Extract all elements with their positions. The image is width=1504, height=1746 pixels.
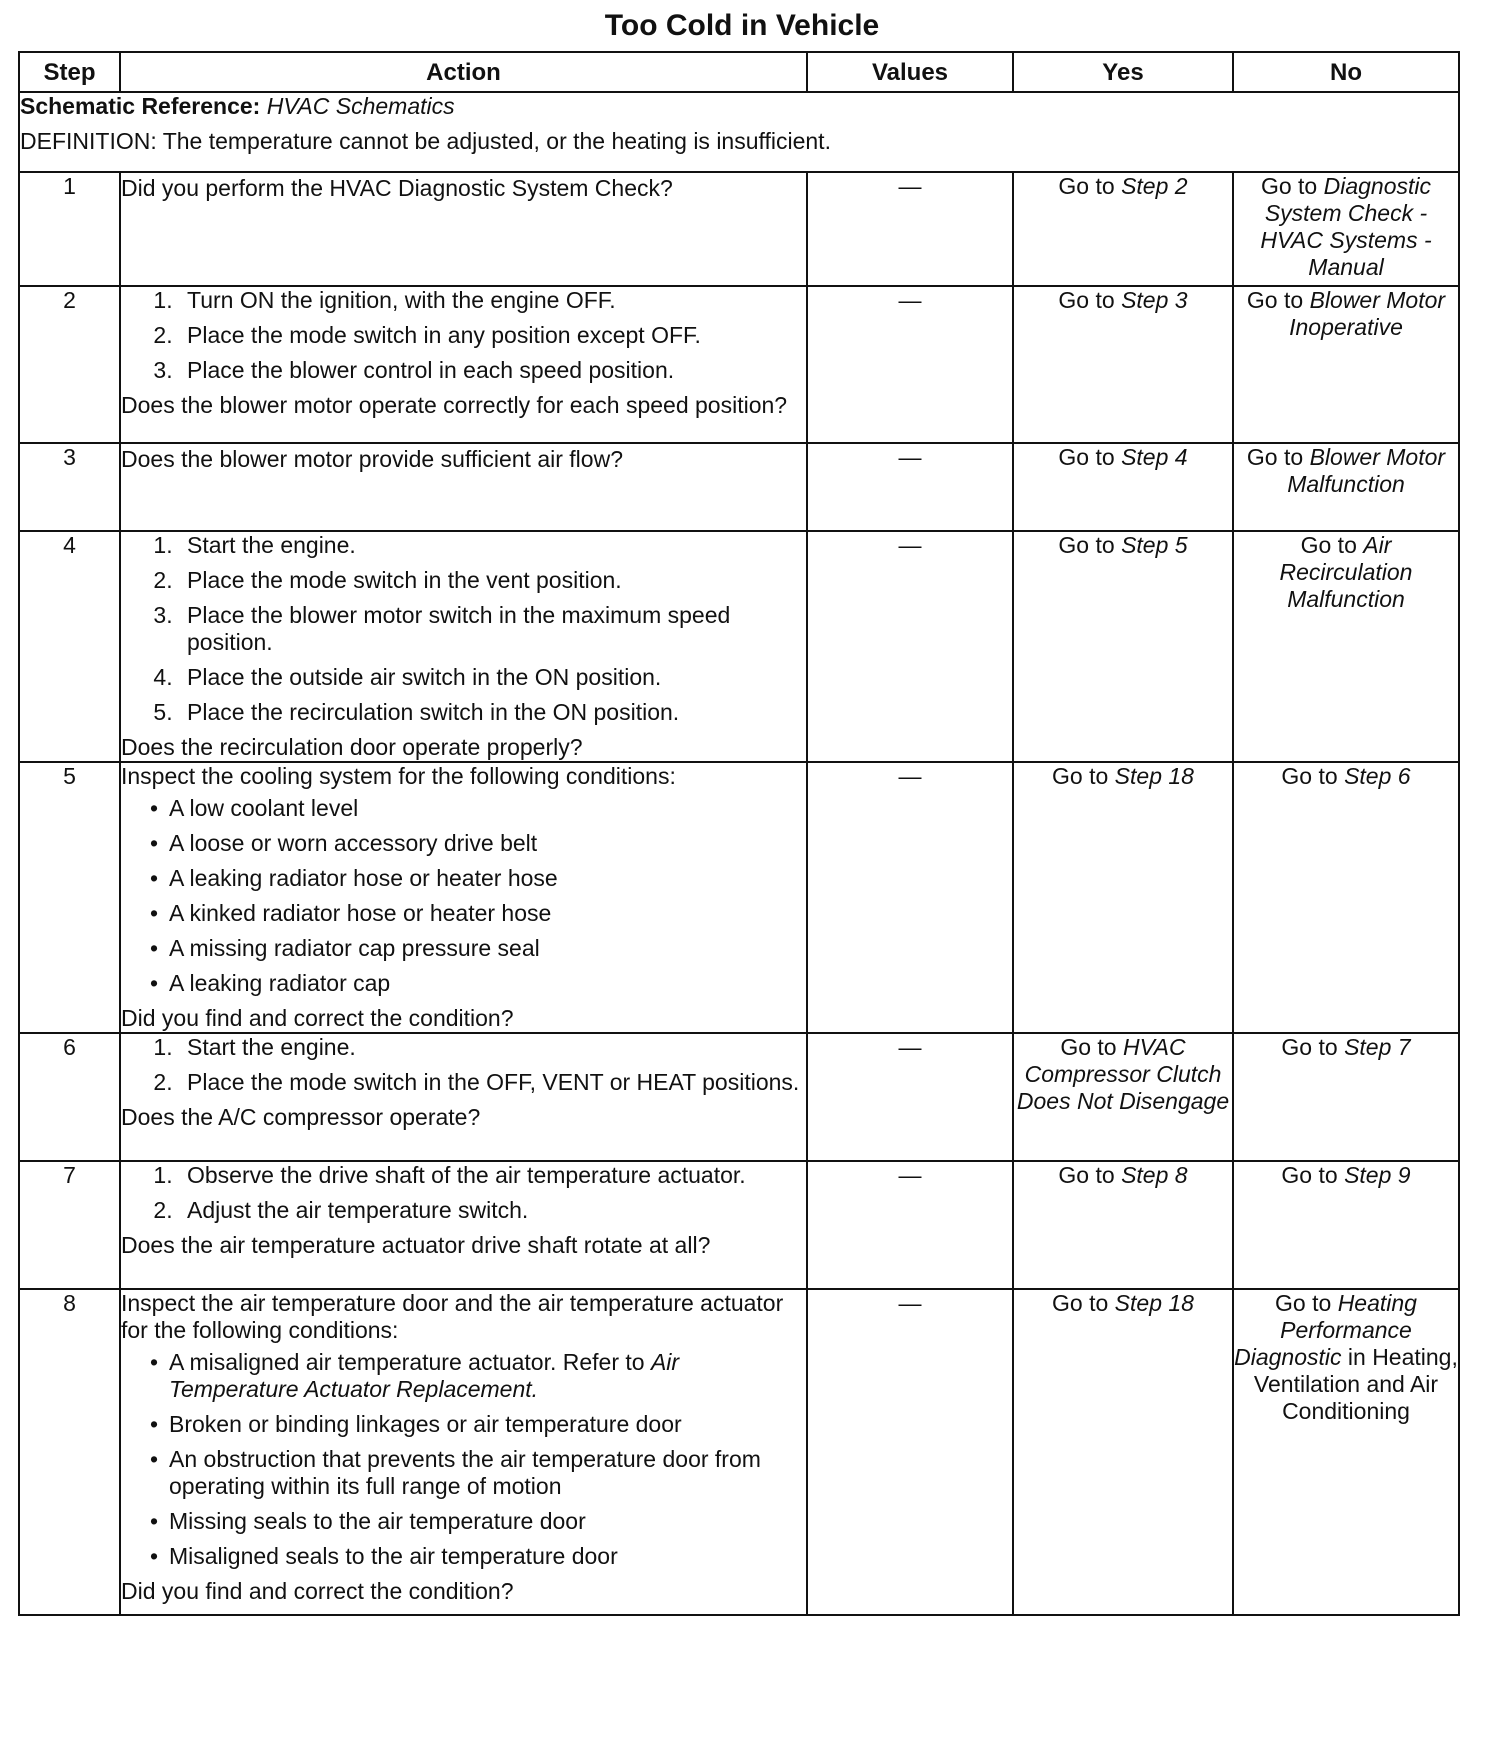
action-step: 5. Place the recirculation switch in the ON position. <box>179 699 806 726</box>
table-row <box>19 531 1459 762</box>
no-cell[interactable] <box>1233 1161 1459 1289</box>
intro-cell <box>19 92 1459 172</box>
question-text: Did you perform the HVAC Diagnostic System Check? <box>121 175 673 201</box>
action-step: 2. Place the mode switch in the OFF, VENT or HEAT positions. <box>179 1069 806 1096</box>
table-row <box>19 1289 1459 1615</box>
values-cell: — <box>807 1289 1013 1615</box>
action-cell <box>120 443 807 531</box>
table-header-row <box>19 52 1459 92</box>
yes-cell[interactable] <box>1013 531 1233 762</box>
values-cell: — <box>807 1161 1013 1289</box>
values-cell: — <box>807 286 1013 443</box>
action-cell <box>120 531 807 762</box>
step-number: 6 <box>19 1033 120 1161</box>
bullet-text: A misaligned air temperature actuator. Refer to <box>169 1349 645 1375</box>
no-cell[interactable] <box>1233 286 1459 443</box>
table-row <box>19 762 1459 1033</box>
list-item: • An obstruction that prevents the air temperature door from operating within its full range of motion <box>169 1446 806 1500</box>
page-title: Too Cold in Vehicle <box>604 9 880 42</box>
question-text: Does the recirculation door operate properly? <box>121 734 583 760</box>
yes-cell[interactable] <box>1013 172 1233 286</box>
goto-prefix: Go to <box>1058 532 1115 558</box>
list-item: • Misaligned seals to the air temperature door <box>169 1543 806 1570</box>
list-item: • Broken or binding linkages or air temperature door <box>169 1411 806 1438</box>
list-item: • A low coolant level <box>169 795 806 822</box>
table-row <box>19 1033 1459 1161</box>
goto-prefix: Go to <box>1246 287 1304 313</box>
action-cell <box>120 172 807 286</box>
goto-prefix: Go to <box>1058 173 1115 199</box>
conditions-list <box>121 795 806 997</box>
header-no: No <box>1233 52 1459 92</box>
yes-cell[interactable] <box>1013 1289 1233 1615</box>
list-item: • A missing radiator cap pressure seal <box>169 935 806 962</box>
schematic-label: Schematic Reference: <box>20 93 261 119</box>
action-cell <box>120 286 807 443</box>
header-values: Values <box>807 52 1013 92</box>
no-cell[interactable] <box>1233 443 1459 531</box>
action-step: 2. Adjust the air temperature switch. <box>179 1197 806 1224</box>
table-row <box>19 1161 1459 1289</box>
table-row <box>19 286 1459 443</box>
goto-target-link[interactable]: Heating Performance Diagnostic <box>1234 1290 1417 1370</box>
lead-text: Inspect the cooling system for the following conditions: <box>121 763 676 789</box>
intro-row <box>19 92 1459 172</box>
list-item: • A leaking radiator hose or heater hose <box>169 865 806 892</box>
action-step: 4. Place the outside air switch in the ON position. <box>179 664 806 691</box>
conditions-list <box>121 1349 806 1570</box>
action-steps-list <box>121 532 806 726</box>
table-row <box>19 172 1459 286</box>
table-row <box>19 443 1459 531</box>
no-cell[interactable] <box>1233 762 1459 1033</box>
goto-target-link[interactable]: Step 3 <box>1121 287 1188 313</box>
goto-target-link[interactable]: Step 9 <box>1344 1162 1411 1188</box>
step-number: 5 <box>19 762 120 1033</box>
list-item <box>169 1349 806 1403</box>
goto-prefix: Go to <box>1052 1290 1109 1316</box>
schematic-link[interactable]: HVAC Schematics <box>266 93 455 119</box>
action-step: 2. Place the mode switch in the vent position. <box>179 567 806 594</box>
goto-prefix: Go to <box>1058 287 1115 313</box>
step-number: 4 <box>19 531 120 762</box>
action-steps-list <box>121 1162 806 1224</box>
goto-target-link[interactable]: Diagnostic System Check - HVAC Systems - Manual <box>1260 173 1432 280</box>
action-cell <box>120 1033 807 1161</box>
goto-target-link[interactable]: Step 4 <box>1121 444 1188 470</box>
goto-target-link[interactable]: Air Recirculation Malfunction <box>1279 532 1413 612</box>
action-step: 3. Place the blower motor switch in the maximum speed position. <box>179 602 806 656</box>
question-text: Did you find and correct the condition? <box>121 1578 514 1604</box>
values-cell: — <box>807 531 1013 762</box>
goto-target-link[interactable]: Step 18 <box>1114 1290 1194 1316</box>
step-number: 1 <box>19 172 120 286</box>
goto-prefix: Go to <box>1246 444 1304 470</box>
no-cell[interactable] <box>1233 1289 1459 1615</box>
list-item: • A loose or worn accessory drive belt <box>169 830 806 857</box>
yes-cell[interactable] <box>1013 443 1233 531</box>
goto-prefix: Go to <box>1281 763 1338 789</box>
action-cell <box>120 762 807 1033</box>
action-step: 2. Place the mode switch in any position except OFF. <box>179 322 806 349</box>
action-cell <box>120 1289 807 1615</box>
values-cell: — <box>807 172 1013 286</box>
yes-cell[interactable] <box>1013 762 1233 1033</box>
action-step: 1. Observe the drive shaft of the air temperature actuator. <box>179 1162 806 1189</box>
yes-cell[interactable] <box>1013 1161 1233 1289</box>
goto-target-link[interactable]: Step 6 <box>1344 763 1411 789</box>
goto-prefix: Go to <box>1300 532 1357 558</box>
question-text: Did you find and correct the condition? <box>121 1005 514 1031</box>
action-step: 3. Place the blower control in each speed position. <box>179 357 806 384</box>
step-number: 3 <box>19 443 120 531</box>
question-text: Does the blower motor provide sufficient air flow? <box>121 446 623 472</box>
list-item: • Missing seals to the air temperature door <box>169 1508 806 1535</box>
step-number: 7 <box>19 1161 120 1289</box>
goto-target-link[interactable]: Step 18 <box>1114 763 1194 789</box>
schematic-reference <box>20 93 1458 120</box>
action-steps-list <box>121 287 806 384</box>
action-step: 1. Start the engine. <box>179 1034 806 1061</box>
no-cell[interactable] <box>1233 531 1459 762</box>
goto-prefix: Go to <box>1275 1290 1332 1316</box>
lead-text: Inspect the air temperature door and the air temperature actuator for the following conditions: <box>121 1290 784 1343</box>
yes-cell[interactable] <box>1013 286 1233 443</box>
replacement-reference-link[interactable]: Air Temperature Actuator Replacement. <box>169 1349 680 1402</box>
no-cell[interactable] <box>1233 1033 1459 1161</box>
goto-prefix: Go to <box>1058 444 1115 470</box>
goto-prefix: Go to <box>1058 1162 1115 1188</box>
action-steps-list <box>121 1034 806 1096</box>
goto-prefix: Go to <box>1281 1034 1338 1060</box>
action-step: 1. Turn ON the ignition, with the engine OFF. <box>179 287 806 314</box>
yes-cell[interactable] <box>1013 1033 1233 1161</box>
goto-prefix: Go to <box>1052 763 1109 789</box>
definition-text: DEFINITION: The temperature cannot be adjusted, or the heating is insufficient. <box>20 128 831 154</box>
goto-target-link[interactable]: Step 2 <box>1121 173 1188 199</box>
action-step: 1. Start the engine. <box>179 532 806 559</box>
goto-target-link[interactable]: Blower Motor Inoperative <box>1289 287 1446 340</box>
question-text: Does the blower motor operate correctly for each speed position? <box>121 392 788 418</box>
list-item: • A leaking radiator cap <box>169 970 806 997</box>
question-text: Does the air temperature actuator drive shaft rotate at all? <box>121 1232 711 1258</box>
list-item: • A kinked radiator hose or heater hose <box>169 900 806 927</box>
diagnostic-table <box>18 51 1460 1616</box>
step-number: 2 <box>19 286 120 443</box>
goto-target-link[interactable]: HVAC Compressor Clutch Does Not Disengage <box>1016 1034 1230 1114</box>
action-cell <box>120 1161 807 1289</box>
goto-target-link[interactable]: Step 5 <box>1121 532 1188 558</box>
no-cell[interactable] <box>1233 172 1459 286</box>
step-number: 8 <box>19 1289 120 1615</box>
values-cell: — <box>807 762 1013 1033</box>
header-step: Step <box>19 52 120 92</box>
header-action: Action <box>120 52 807 92</box>
goto-target-link[interactable]: Step 7 <box>1344 1034 1411 1060</box>
values-cell: — <box>807 443 1013 531</box>
goto-prefix: Go to <box>1060 1034 1117 1060</box>
goto-target-link[interactable]: Step 8 <box>1121 1162 1188 1188</box>
goto-suffix: in Heating, Ventilation and Air Conditioning <box>1253 1344 1458 1424</box>
goto-target-link[interactable]: Blower Motor Malfunction <box>1287 444 1446 497</box>
goto-prefix: Go to <box>1281 1162 1338 1188</box>
question-text: Does the A/C compressor operate? <box>121 1104 481 1130</box>
values-cell: — <box>807 1033 1013 1161</box>
header-yes: Yes <box>1013 52 1233 92</box>
goto-prefix: Go to <box>1260 173 1318 199</box>
